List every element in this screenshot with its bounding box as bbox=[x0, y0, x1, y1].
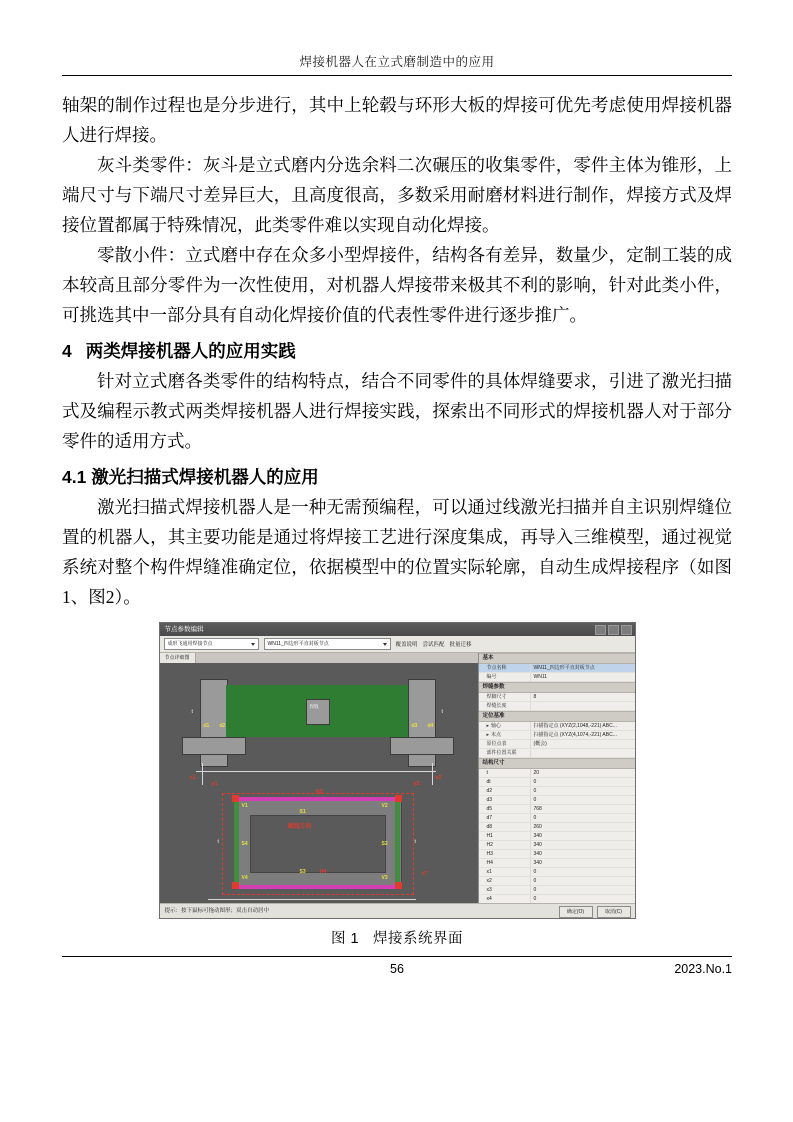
property-key: 节点名称 bbox=[479, 664, 531, 672]
weld-strip-right bbox=[395, 801, 400, 885]
figure-title: 焊接系统界面 bbox=[373, 931, 464, 947]
toolbar-label-batch[interactable]: 批量迁移 bbox=[449, 642, 472, 648]
corner-v2 bbox=[395, 795, 402, 802]
paragraph-4: 针对立式磨各类零件的结构特点，结合不同零件的具体焊缝要求，引进了激光扫描式及编程示教式两类焊接机器人进行焊接实践，探索出不同形式的焊接机器人对于部分零件的适用方式。 bbox=[62, 371, 732, 451]
issue-label: 2023.No.1 bbox=[674, 962, 732, 976]
preview-tabbar bbox=[160, 653, 478, 663]
property-value[interactable]: WN11 bbox=[533, 674, 548, 680]
property-value[interactable]: 340 bbox=[533, 842, 542, 848]
status-text: 提示：按下鼠标可拖动图形；双击自动居中 bbox=[164, 908, 270, 914]
right-foot-plate bbox=[390, 737, 454, 755]
running-header: 焊接机器人在立式磨制造中的应用 bbox=[299, 55, 495, 69]
window-controls[interactable] bbox=[595, 625, 632, 635]
property-key: H1 bbox=[479, 832, 531, 840]
property-key: 原位点表 bbox=[479, 740, 531, 748]
dim-t-left: t bbox=[191, 709, 193, 715]
property-value[interactable] bbox=[531, 702, 635, 710]
weld-strip-top bbox=[234, 797, 400, 801]
property-row[interactable] bbox=[479, 731, 635, 740]
property-row[interactable] bbox=[479, 778, 635, 787]
tag-d3: d3 bbox=[411, 723, 418, 729]
toolbar-label-match[interactable]: 尝试匹配 bbox=[422, 642, 445, 648]
property-row[interactable] bbox=[479, 805, 635, 814]
paragraph-2: 灰斗类零件：灰斗是立式磨内分选余料二次碾压的收集零件，零件主体为锥形，上端尺寸与下端尺寸差异巨大，且高度很高，多数采用耐磨材料进行制作，焊接方式及焊接位置都属于特殊情况，此类零件难以实现自动化焊接。 bbox=[62, 155, 732, 235]
property-row[interactable] bbox=[479, 823, 635, 832]
dim-t-right: t bbox=[441, 709, 443, 715]
node-type-select[interactable]: 成形飞通用焊接节点 bbox=[164, 638, 259, 650]
property-key: t bbox=[479, 769, 531, 777]
paragraph-3: 零散小件：立式磨中存在众多小型焊接件，结构各有差异，数量少，定制工装的成本较高且部分零件为一次性使用，对机器人焊接带来极其不利的影响，针对此类小件，可挑选其中一部分具有自动化焊接价值的代表性零件进行逐步推广。 bbox=[62, 245, 732, 325]
properties-pane[interactable] bbox=[479, 653, 635, 904]
property-value[interactable]: 340 bbox=[533, 860, 542, 866]
property-value[interactable]: 768 bbox=[533, 806, 542, 812]
figure-caption bbox=[62, 927, 732, 948]
property-row[interactable] bbox=[479, 868, 635, 877]
property-row[interactable] bbox=[479, 702, 635, 711]
property-value[interactable]: 8 bbox=[533, 694, 537, 700]
section-heading-4 bbox=[62, 336, 732, 366]
property-key: 编号 bbox=[479, 673, 531, 681]
maximize-icon[interactable] bbox=[608, 625, 619, 635]
property-value[interactable]: (概会) bbox=[533, 741, 547, 747]
dim-guide-left bbox=[202, 763, 203, 785]
page-footer bbox=[62, 957, 732, 976]
property-row[interactable] bbox=[479, 814, 635, 823]
property-row[interactable] bbox=[479, 693, 635, 702]
group-header-weld: 焊缝参数 bbox=[479, 682, 635, 693]
section-heading-41: 4.1 激光扫描式焊接机器人的应用 bbox=[62, 467, 319, 487]
tag-d2: d2 bbox=[219, 723, 226, 729]
tag-d4: d4 bbox=[427, 723, 434, 729]
dim-guide-right bbox=[432, 763, 433, 785]
page-number: 56 bbox=[390, 962, 404, 976]
property-key: H2 bbox=[479, 841, 531, 849]
welding-software-screenshot bbox=[159, 622, 636, 919]
figure-label: 图 1 bbox=[330, 931, 360, 947]
expand-icon[interactable]: ▸ bbox=[486, 732, 490, 738]
header-divider bbox=[62, 75, 732, 76]
property-row[interactable] bbox=[479, 722, 635, 731]
property-key: x3 bbox=[479, 886, 531, 894]
corner-v1 bbox=[232, 795, 239, 802]
property-row[interactable] bbox=[479, 877, 635, 886]
property-key: d3 bbox=[479, 796, 531, 804]
center-block bbox=[306, 699, 330, 725]
property-value[interactable]: 0 bbox=[533, 869, 537, 875]
property-key: 部件位置关联 bbox=[479, 749, 531, 757]
property-row[interactable] bbox=[479, 796, 635, 805]
property-row[interactable] bbox=[479, 769, 635, 778]
property-key: x2 bbox=[479, 877, 531, 885]
property-value[interactable]: 340 bbox=[533, 851, 542, 857]
property-value[interactable] bbox=[531, 749, 635, 757]
property-row[interactable] bbox=[479, 841, 635, 850]
property-row[interactable] bbox=[479, 740, 635, 749]
tag-d1: d1 bbox=[203, 723, 210, 729]
close-icon[interactable] bbox=[621, 625, 632, 635]
property-key: d7 bbox=[479, 814, 531, 822]
property-key: H3 bbox=[479, 850, 531, 858]
paragraph-41: 激光扫描式焊接机器人是一种无需预编程，可以通过线激光扫描并自主识别焊缝位置的机器人，其主要功能是通过将焊接工艺进行深度集成，再导入三维模型，通过视觉系统对整个构件焊缝准确定位，依据模型中的位置实际轮廓，自动生成焊接程序（如图1、图2）。 bbox=[62, 497, 732, 607]
node-drawing-canvas[interactable]: 焊缝 d1 d2 d3 d4 t t x1 y1 y2 x2 V1 V2 V4 V3 S1 S2 S3 S4 画线方向 H3 H4 c7 t t bbox=[160, 663, 478, 904]
property-row[interactable] bbox=[479, 832, 635, 841]
property-key: 焊脚尺寸 bbox=[479, 693, 531, 701]
property-key: d5 bbox=[479, 805, 531, 813]
toolbar-label-override[interactable]: 覆盖说明 bbox=[395, 642, 418, 648]
ok-button[interactable]: 确定(O) bbox=[559, 906, 593, 918]
property-key: 焊缝长度 bbox=[479, 702, 531, 710]
property-value[interactable]: 0 bbox=[533, 797, 537, 803]
group-header-dimensions: 结构尺寸 bbox=[479, 758, 635, 769]
property-key: dt bbox=[479, 778, 531, 786]
center-block-label: 焊缝 bbox=[309, 704, 319, 709]
property-key: 轴心 bbox=[491, 723, 502, 729]
property-value[interactable]: 340 bbox=[533, 833, 542, 839]
property-key: 末点 bbox=[491, 732, 502, 738]
group-header-basic: 基本 bbox=[479, 653, 635, 664]
property-key: x1 bbox=[479, 868, 531, 876]
property-row[interactable] bbox=[479, 886, 635, 895]
paragraph-1: 轴架的制作过程也是分步进行，其中上轮毂与环形大板的焊接可优先考虑使用焊接机器人进行焊接。 bbox=[62, 95, 732, 145]
app-title: 节点参数编辑 bbox=[164, 626, 204, 633]
app-statusbar bbox=[160, 903, 635, 918]
section-hole bbox=[250, 815, 386, 873]
section-number: 4 bbox=[62, 341, 72, 361]
page-content bbox=[62, 52, 732, 1072]
property-value[interactable]: WN11_四边形平直封板节点 bbox=[531, 664, 635, 672]
property-row[interactable] bbox=[479, 749, 635, 758]
draw-direction-label: 画线方向 bbox=[287, 824, 312, 830]
property-value[interactable]: 0 bbox=[533, 887, 537, 893]
property-value[interactable]: 扫描指定点 (XYZ(2,1048,-221) ABC... bbox=[533, 723, 617, 729]
property-value[interactable]: 0 bbox=[533, 815, 537, 821]
property-key: d2 bbox=[479, 787, 531, 795]
dialog-buttons bbox=[559, 906, 631, 918]
app-body bbox=[160, 653, 635, 904]
property-row[interactable] bbox=[479, 664, 635, 673]
tab-node-detail[interactable]: 节点详细图 bbox=[160, 653, 196, 663]
property-row[interactable] bbox=[479, 787, 635, 796]
property-value[interactable]: 0 bbox=[533, 779, 537, 785]
property-row[interactable] bbox=[479, 673, 635, 682]
node-template-select[interactable]: WN11_四边形平直封板节点 bbox=[264, 638, 391, 650]
weld-strip-bottom bbox=[234, 885, 400, 889]
property-value[interactable]: 0 bbox=[533, 788, 537, 794]
section-title: 两类焊接机器人的应用实践 bbox=[85, 341, 296, 361]
property-value[interactable]: 20 bbox=[533, 770, 540, 776]
preview-pane bbox=[160, 653, 479, 904]
property-key: x4 bbox=[479, 895, 531, 903]
property-value[interactable]: 扫描指定点 (XYZ(4,1074,-221) ABC... bbox=[533, 732, 617, 738]
app-titlebar bbox=[160, 623, 635, 636]
property-value[interactable]: 0 bbox=[533, 878, 537, 884]
property-key: d8 bbox=[479, 823, 531, 831]
property-value[interactable]: 0 bbox=[533, 896, 537, 902]
left-foot-plate bbox=[182, 737, 246, 755]
group-header-datum: 定位基准 bbox=[479, 711, 635, 722]
figure-1 bbox=[62, 622, 732, 948]
property-value[interactable]: 260 bbox=[533, 824, 542, 830]
minimize-icon[interactable] bbox=[595, 625, 606, 635]
property-key: H4 bbox=[479, 859, 531, 867]
property-row[interactable] bbox=[479, 850, 635, 859]
property-row[interactable] bbox=[479, 859, 635, 868]
corner-v3 bbox=[395, 882, 402, 889]
app-toolbar bbox=[160, 636, 635, 653]
dim-guide-top bbox=[196, 771, 436, 772]
expand-icon[interactable]: ▸ bbox=[486, 723, 490, 729]
weld-strip-left bbox=[234, 801, 239, 885]
corner-v4 bbox=[232, 882, 239, 889]
cancel-button[interactable]: 取消(C) bbox=[597, 906, 631, 918]
